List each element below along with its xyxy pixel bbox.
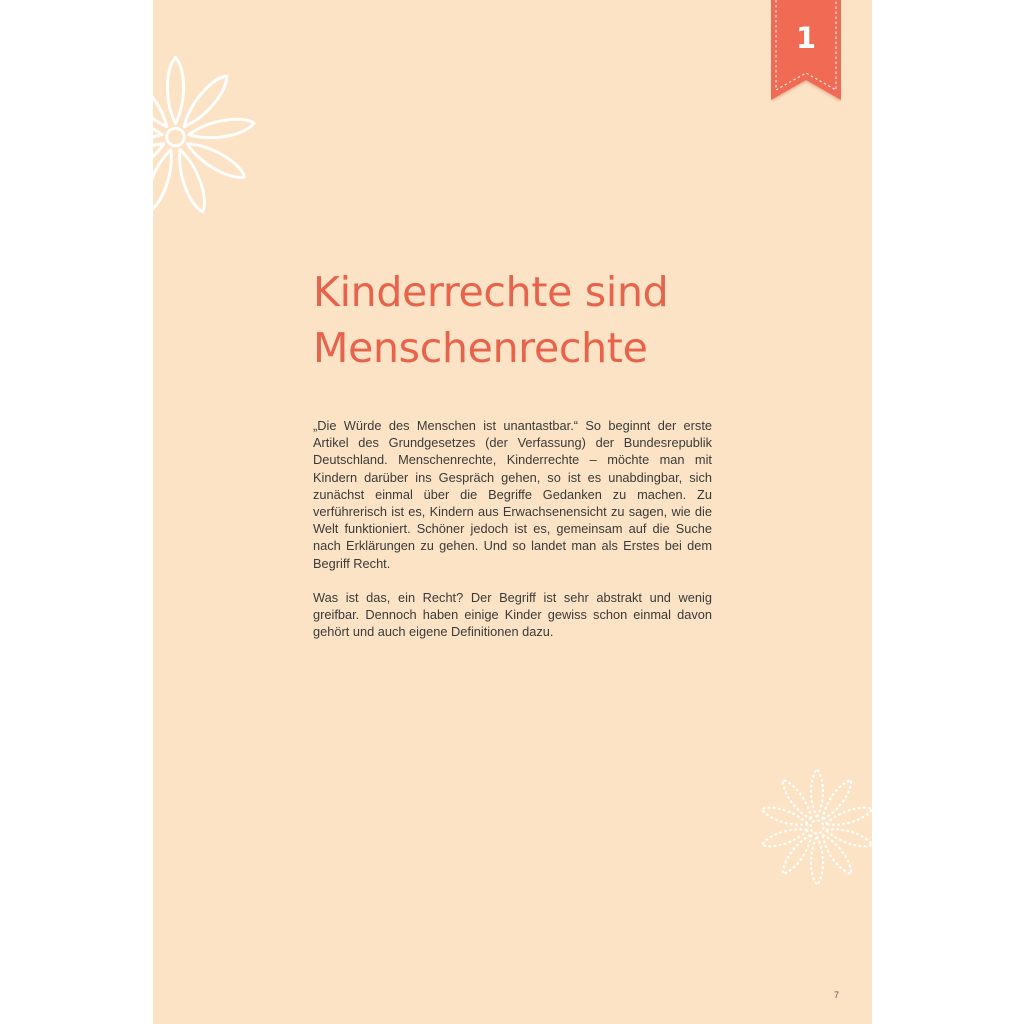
- page-number: 7: [834, 990, 840, 1000]
- chapter-number: 1: [795, 21, 817, 55]
- chapter-title-line-2: Menschenrechte: [313, 324, 648, 372]
- body-text: [313, 417, 712, 658]
- document-page: [153, 0, 872, 1024]
- paragraph: Was ist das, ein Recht? Der Begriff ist sehr abstrakt und wenig greifbar. Dennoch haben einige Kinder gewiss schon einmal davon gehört und auch eigene Definitionen dazu.: [313, 590, 712, 640]
- paragraph: „Die Würde des Menschen ist unantastbar.“ So beginnt der erste Artikel des Grundgesetzes (der Verfassung) der Bundesrepublik Deutschland. Menschenrechte, Kinderrechte – möchte man mit Kindern darüber ins Gespräch gehen, so ist es unabdingbar, sich zunächst einmal über die Begriffe Gedanken zu machen. Zu verführerisch ist es, Kindern aus Erwachsenensicht zu sagen, wie die Welt funktioniert. Schöner jedoch ist es, gemeinsam auf die Suche nach Erklärungen zu gehen. Und so landet man als Erstes bei dem Begriff Recht.: [313, 418, 712, 571]
- chapter-title: [313, 264, 753, 376]
- chapter-ribbon: [771, 0, 841, 102]
- daisy-flower-icon: [153, 52, 258, 222]
- chapter-title-line-1: Kinderrechte sind: [313, 268, 669, 316]
- daisy-flower-icon: [759, 760, 872, 894]
